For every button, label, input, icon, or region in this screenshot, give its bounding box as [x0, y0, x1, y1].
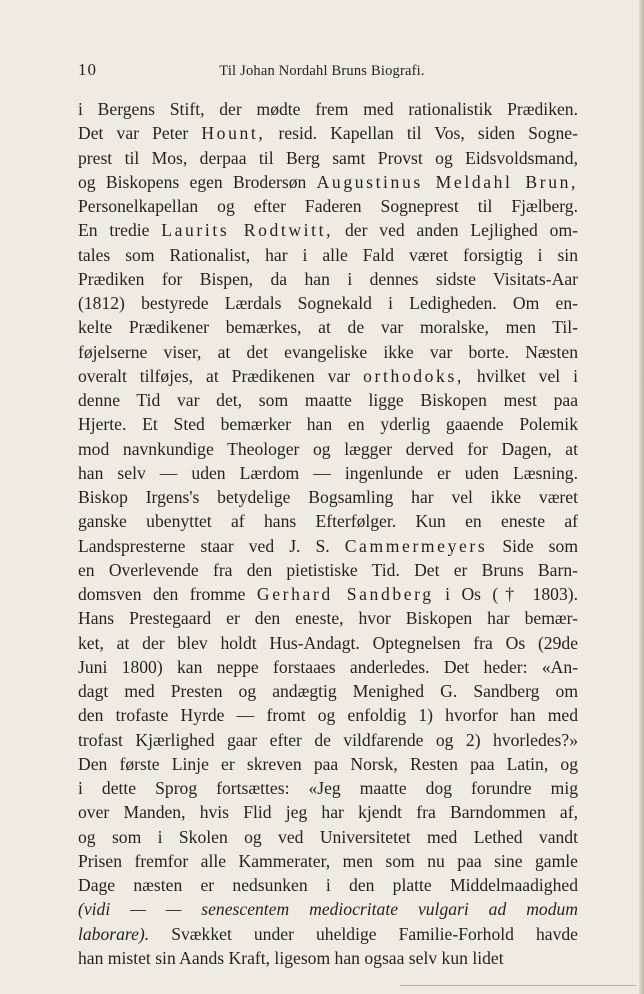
- text-line: [78, 461, 578, 485]
- text-segment: den trofaste Hyrde — fromt og enfoldig 1) hvorfor han med: [78, 705, 578, 726]
- body-text: [78, 97, 578, 970]
- text-segment: kelte Prædikener bemærkes, at de var moralske, men Til-: [78, 317, 578, 338]
- text-line: [78, 388, 578, 412]
- spaced-name: Gerhard Sandberg: [256, 584, 434, 604]
- text-segment: i Os († 1803).: [433, 584, 578, 604]
- text-line: [78, 97, 578, 121]
- text-segment: Hjerte. Et Sted bemærker han en yderlig gaaende Polemik: [78, 414, 578, 435]
- text-segment: i dette Sprog fortsættes: «Jeg maatte dog forundre mig: [78, 778, 578, 798]
- text-segment: Prisen fremfor alle Kammerater, men som nu paa sine gamle: [78, 850, 578, 871]
- text-segment: En tredie: [78, 220, 162, 241]
- text-line: [78, 825, 578, 849]
- text-segment: trofast Kjærlighed gaar efter de vildfarende og 2) hvorledes?»: [78, 729, 578, 750]
- text-line: [78, 243, 578, 267]
- text-line: [78, 679, 578, 703]
- text-line: [78, 558, 578, 582]
- text-line: [78, 728, 578, 752]
- text-line: [78, 703, 578, 727]
- text-line: [78, 364, 578, 388]
- text-line: [78, 412, 578, 436]
- text-line: [78, 509, 578, 533]
- text-line: [78, 606, 578, 630]
- spaced-name: Augustinus Meldahl Brun,: [316, 171, 578, 192]
- text-line: [78, 873, 578, 897]
- text-segment: ganske ubenyttet af hans Efterfølger. Kun en eneste af: [78, 511, 578, 532]
- text-segment: han mistet sin Aands Kraft, ligesom han ogsaa selv kun lidet: [78, 947, 504, 968]
- text-segment: over Manden, hvis Flid jeg har kjendt fra Barndommen af,: [78, 802, 578, 823]
- text-segment: Prædiken for Bispen, da han i dennes sidste Visitats-Aar: [78, 268, 578, 289]
- text-segment: og Biskopens egen Brodersøn: [78, 171, 317, 192]
- text-segment: Hans Prestegaard er den eneste, hvor Biskopen har bemær-: [78, 608, 578, 629]
- text-segment: Juni 1800) kan neppe forstaaes anderledes. Det heder: «An-: [78, 656, 578, 677]
- text-line: [78, 897, 578, 921]
- text-line: [78, 291, 578, 315]
- text-line: [78, 800, 578, 824]
- text-segment: Den første Linje er skreven paa Norsk, Resten paa Latin, og: [78, 753, 578, 774]
- text-segment: ket, at der blev holdt Hus-Andagt. Optegnelsen fra Os (29de: [78, 632, 578, 653]
- text-segment: føjelserne viser, at det evangeliske ikke var borte. Næsten: [78, 341, 578, 362]
- text-segment: og som i Skolen og ved Universitetet med Lethed vandt: [78, 826, 578, 847]
- text-segment: (1812) bestyrede Lærdals Sognekald i Ledigheden. Om en-: [78, 293, 578, 313]
- text-segment: dagt med Presten og andægtig Menighed G. Sandberg om: [78, 681, 578, 701]
- text-segment: Biskop Irgens's betydelige Bogsamling har vel ikke været: [78, 487, 578, 507]
- text-segment: Svækket under uheldige Familie-Forhold havde: [149, 923, 578, 944]
- text-line: [78, 267, 578, 291]
- spaced-name: orthodoks,: [363, 365, 464, 386]
- running-title: Til Johan Nordahl Bruns Biografi.: [219, 63, 425, 79]
- text-line: [78, 922, 578, 946]
- text-segment: domsven den fromme: [78, 584, 257, 604]
- text-line: [78, 655, 578, 679]
- text-line: [78, 121, 578, 145]
- text-line: [78, 194, 578, 218]
- text-segment: Personelkapellan og efter Faderen Sogneprest til Fjælberg.: [78, 196, 578, 216]
- text-line: [78, 218, 578, 242]
- text-segment: mod navnkundige Theologer og lægger derved for Dagen, at: [78, 438, 578, 459]
- text-line: [78, 485, 578, 509]
- text-segment: denne Tid var det, som maatte ligge Biskopen mest paa: [78, 390, 578, 410]
- text-line: [78, 776, 578, 800]
- text-line: [78, 631, 578, 655]
- bottom-rule: [400, 985, 636, 986]
- spaced-name: Cammermeyers: [344, 535, 488, 556]
- text-line: [78, 849, 578, 873]
- text-segment: en Overlevende fra den pietistiske Tid. Det er Bruns Barn-: [78, 559, 578, 580]
- text-line: [78, 437, 578, 461]
- text-line: [78, 315, 578, 339]
- italic-phrase: laborare).: [78, 923, 150, 944]
- text-segment: i Bergens Stift, der mødte frem med rationalistik Prædiken.: [78, 99, 578, 119]
- page-number: 10: [78, 60, 97, 79]
- text-line: [78, 340, 578, 364]
- text-segment: overalt tilføjes, at Prædikenen var: [78, 365, 364, 386]
- text-segment: Det var Peter: [78, 123, 202, 144]
- italic-phrase: (vidi — — senescentem mediocritate vulgari ad modum: [78, 899, 578, 920]
- text-segment: Landspresterne staar ved J. S.: [78, 535, 345, 556]
- text-segment: Dage næsten er nedsunken i den platte Middelmaadighed: [78, 875, 578, 895]
- page-edge-shadow: [639, 0, 644, 994]
- text-segment: hvilket vel i: [463, 365, 578, 386]
- text-segment: han selv — uden Lærdom — ingenlunde er uden Læsning.: [78, 462, 578, 483]
- text-line: [78, 752, 578, 776]
- text-segment: der ved anden Lejlighed om-: [333, 220, 578, 241]
- text-segment: prest til Mos, derpaa til Berg samt Provst og Eidsvoldsmand,: [78, 147, 578, 168]
- text-line: [78, 170, 578, 194]
- text-line: [78, 146, 578, 170]
- spaced-name: Laurits Rodtwitt,: [161, 220, 334, 241]
- text-segment: Side som: [487, 535, 578, 556]
- text-line: [78, 946, 578, 970]
- spaced-name: Hount,: [201, 123, 266, 144]
- text-line: [78, 582, 578, 606]
- text-segment: resid. Kapellan til Vos, siden Sogne-: [265, 123, 578, 144]
- text-segment: tales som Rationalist, har i alle Fald været forsigtig i sin: [78, 244, 578, 265]
- text-line: [78, 534, 578, 558]
